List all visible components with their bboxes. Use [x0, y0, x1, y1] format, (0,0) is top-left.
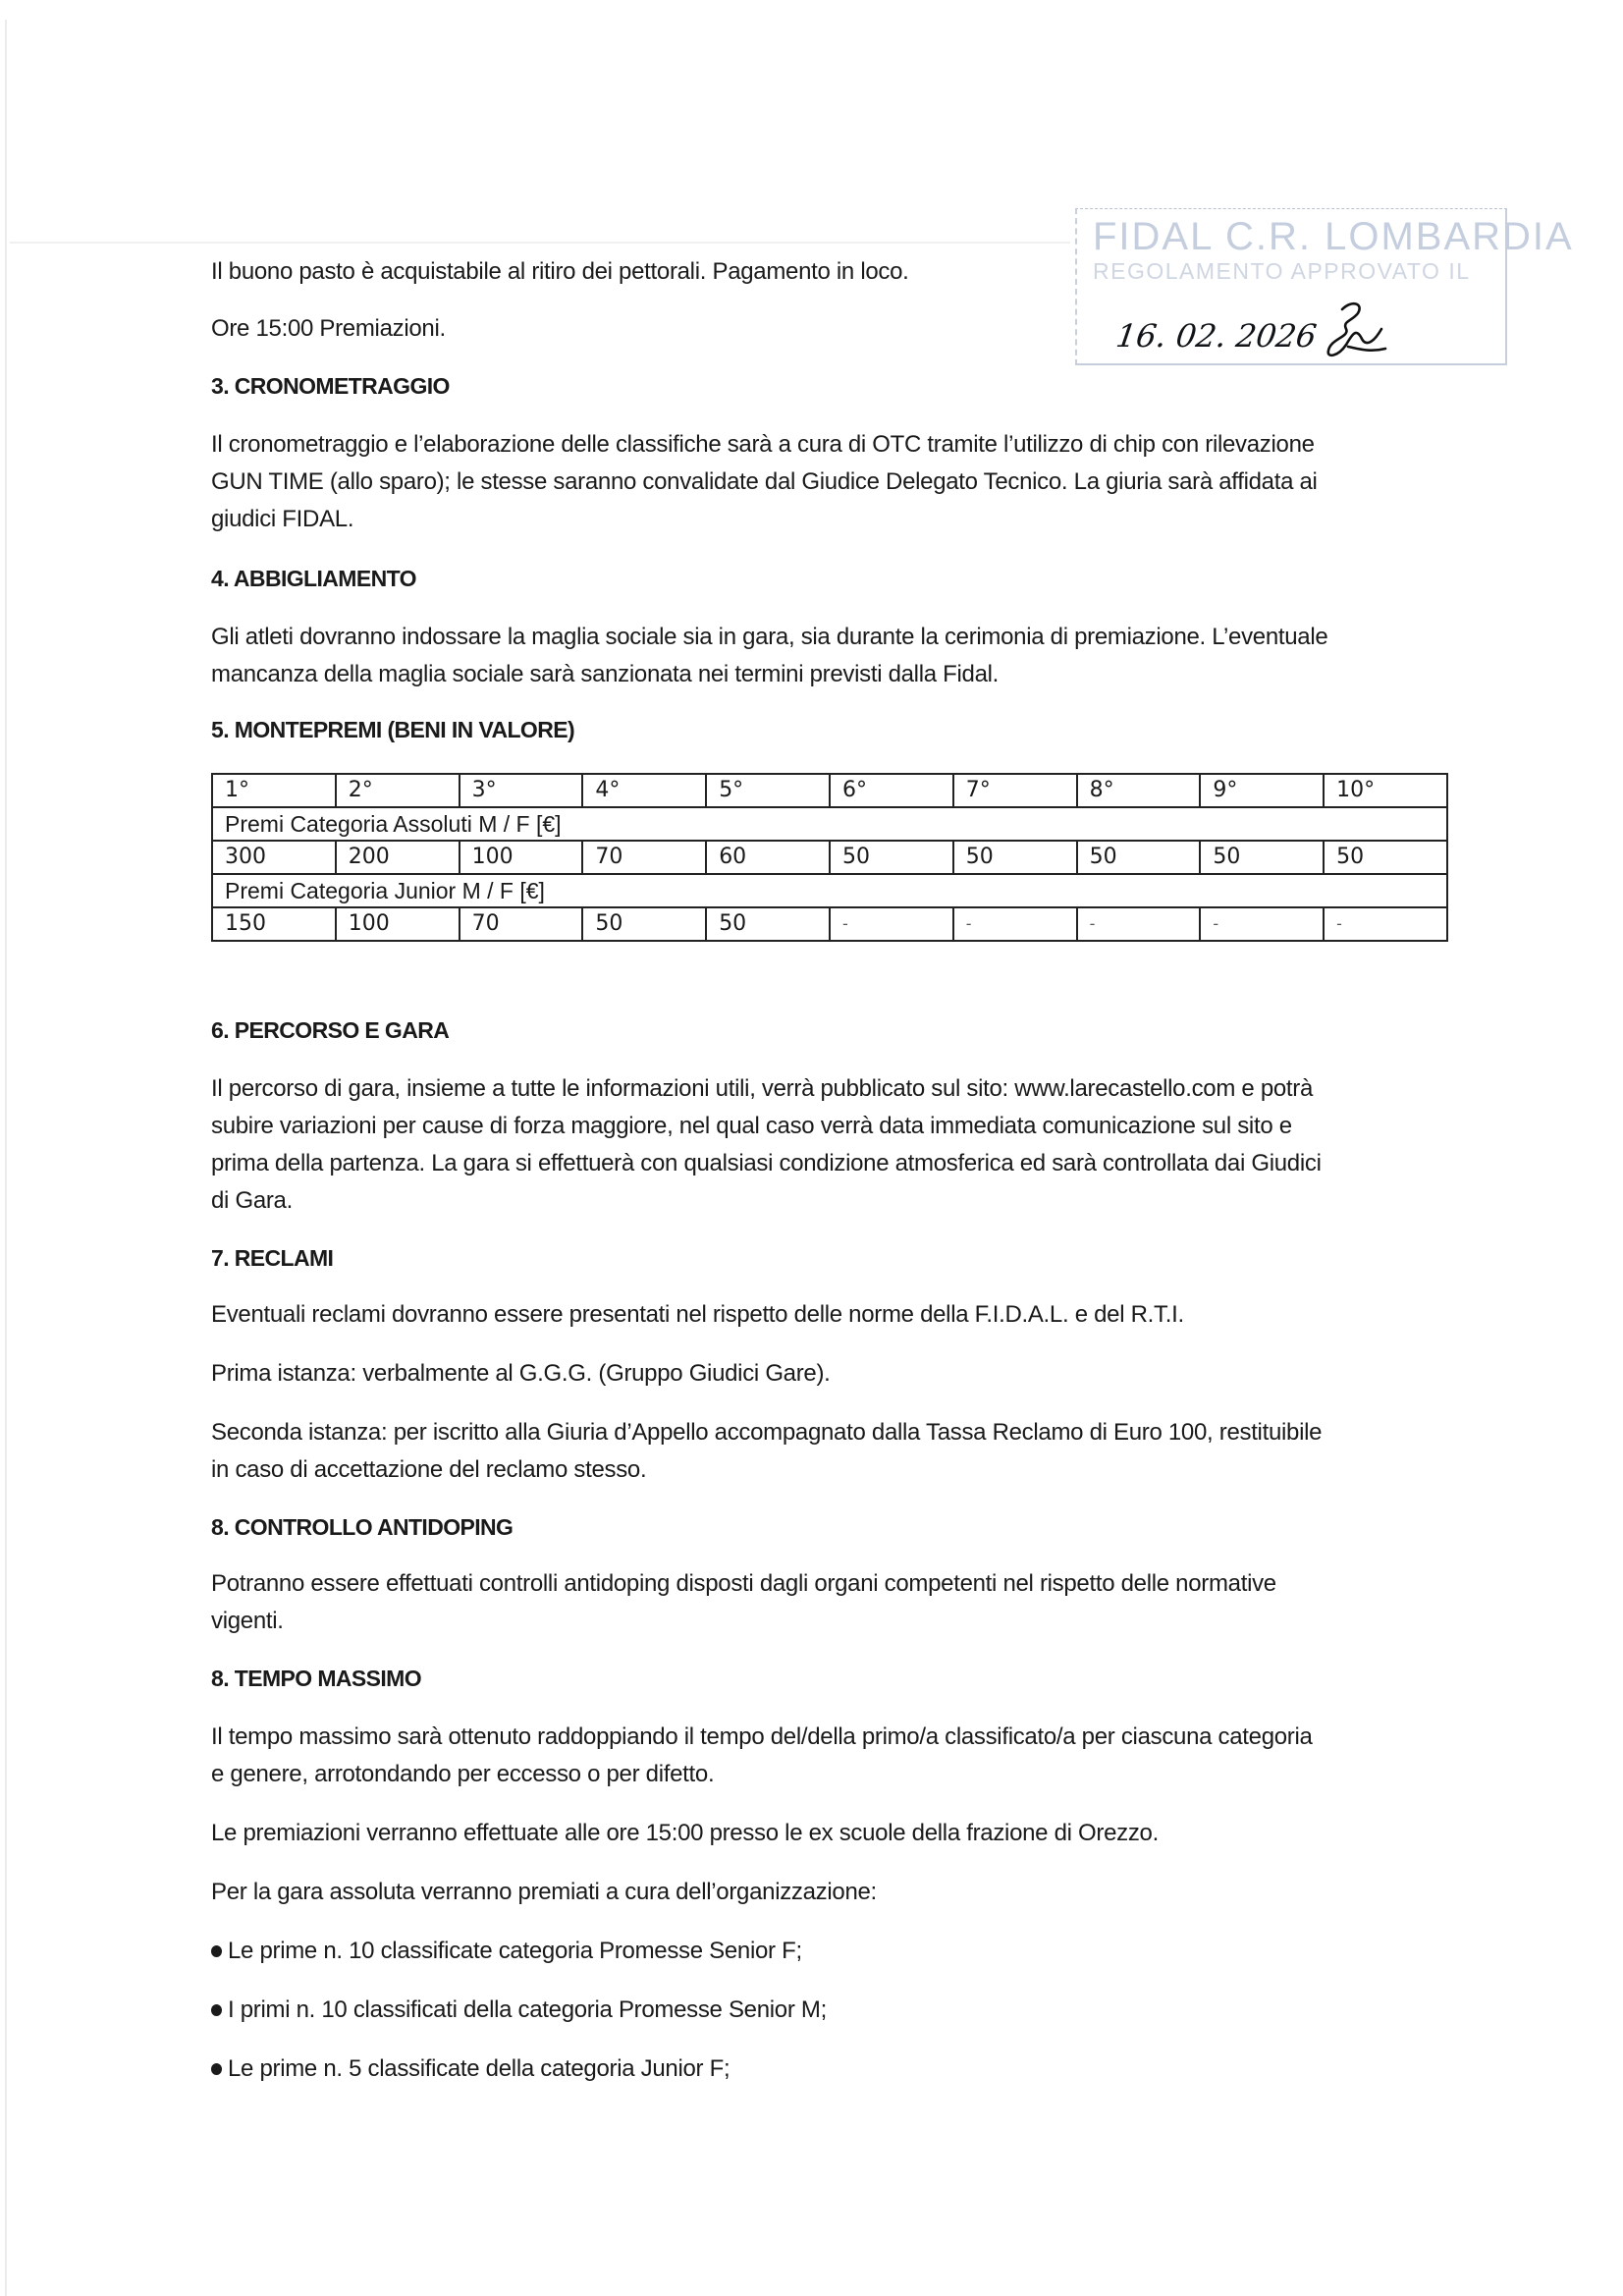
table-cell: 150: [212, 907, 336, 941]
awards-intro: Per la gara assoluta verranno premiati a cura dell’organizzazione:: [211, 1879, 877, 1905]
table-cell: 70: [460, 907, 583, 941]
section-heading-max-time: 8. TEMPO MASSIMO: [211, 1666, 422, 1691]
bullet-icon: [211, 2063, 222, 2075]
list-item: [211, 1933, 802, 1970]
complaints-paragraph: Eventuali reclami dovranno essere presentati nel rispetto delle norme della F.I.D.A.L. e del R.T.I.: [211, 1301, 1184, 1328]
table-cell: 200: [336, 841, 460, 874]
table-cell: 8°: [1077, 774, 1201, 807]
table-cell: 5°: [706, 774, 830, 807]
section-heading-antidoping: 8. CONTROLLO ANTIDOPING: [211, 1514, 514, 1540]
table-cell: 50: [582, 907, 706, 941]
stamp-subtitle: REGOLAMENTO APPROVATO IL: [1093, 258, 1471, 284]
section-heading-timing: 3. CRONOMETRAGGIO: [211, 373, 450, 399]
course-line: di Gara.: [211, 1187, 293, 1214]
table-cell: -: [830, 907, 953, 941]
awards-time-note: Ore 15:00 Premiazioni.: [211, 315, 446, 342]
antidoping-line: Potranno essere effettuati controlli antidoping disposti dagli organi competenti nel rispetto delle normative: [211, 1570, 1276, 1597]
table-row-junior-label: [212, 874, 1447, 907]
table-cell: 100: [460, 841, 583, 874]
meal-ticket-note: Il buono pasto è acquistabile al ritiro dei pettorali. Pagamento in loco.: [211, 258, 909, 285]
complaints-line: Seconda istanza: per iscritto alla Giuria d’Appello accompagnato dalla Tassa Reclamo di Euro 100, restituibile: [211, 1419, 1323, 1446]
table-cell: 7°: [953, 774, 1077, 807]
course-line: prima della partenza. La gara si effettuerà con qualsiasi condizione atmosferica ed sarà controllata dai Giudici: [211, 1150, 1322, 1176]
scan-edge: [5, 20, 7, 2296]
table-category-label: Premi Categoria Assoluti M / F [€]: [212, 807, 1447, 841]
section-heading-course: 6. PERCORSO E GARA: [211, 1017, 450, 1043]
table-cell: 10°: [1324, 774, 1447, 807]
list-item-text: Le prime n. 5 classificate della categoria Junior F;: [228, 2055, 730, 2082]
table-cell: -: [953, 907, 1077, 941]
table-cell: 50: [830, 841, 953, 874]
table-cell: 50: [1324, 841, 1447, 874]
prize-table: [211, 773, 1448, 942]
table-row-absolute-values: [212, 841, 1447, 874]
table-cell: 300: [212, 841, 336, 874]
table-cell: 70: [582, 841, 706, 874]
table-row-positions: [212, 774, 1447, 807]
table-cell: 50: [953, 841, 1077, 874]
table-cell: 50: [1077, 841, 1201, 874]
complaints-paragraph: Prima istanza: verbalmente al G.G.G. (Gruppo Giudici Gare).: [211, 1360, 831, 1387]
section-heading-prizes: 5. MONTEPREMI (BENI IN VALORE): [211, 717, 575, 742]
timing-line: Il cronometraggio e l’elaborazione delle classifiche sarà a cura di OTC tramite l’utilizzo di chip con rilevazione: [211, 431, 1315, 458]
table-cell: 9°: [1200, 774, 1324, 807]
table-cell: -: [1324, 907, 1447, 941]
table-cell: 50: [706, 907, 830, 941]
stamp-title: FIDAL C.R. LOMBARDIA: [1093, 215, 1574, 258]
table-cell: 60: [706, 841, 830, 874]
table-cell: 4°: [582, 774, 706, 807]
bullet-icon: [211, 2004, 222, 2016]
table-cell: -: [1200, 907, 1324, 941]
list-item: [211, 1992, 827, 2029]
antidoping-line: vigenti.: [211, 1608, 284, 1634]
complaints-line: in caso di accettazione del reclamo stesso.: [211, 1456, 647, 1483]
table-cell: 6°: [830, 774, 953, 807]
awards-place: Le premiazioni verranno effettuate alle ore 15:00 presso le ex scuole della frazione di Orezzo.: [211, 1820, 1159, 1846]
timing-line: giudici FIDAL.: [211, 506, 354, 532]
table-cell: -: [1077, 907, 1201, 941]
section-heading-complaints: 7. RECLAMI: [211, 1245, 334, 1271]
list-item: [211, 2050, 730, 2088]
table-cell: 100: [336, 907, 460, 941]
course-line: Il percorso di gara, insieme a tutte le informazioni utili, verrà pubblicato sul sito: www.larecastello.com e potrà: [211, 1075, 1314, 1102]
list-item-text: Le prime n. 10 classificate categoria Promesse Senior F;: [228, 1938, 802, 1964]
table-cell: 1°: [212, 774, 336, 807]
stamp-date: 16. 02. 2026: [1113, 317, 1320, 355]
table-cell: 2°: [336, 774, 460, 807]
table-cell: 3°: [460, 774, 583, 807]
clothing-line: mancanza della maglia sociale sarà sanzionata nei termini previsti dalla Fidal.: [211, 661, 1000, 687]
timing-line: GUN TIME (allo sparo); le stesse saranno convalidate dal Giudice Delegato Tecnico. La giuria sarà affidata ai: [211, 468, 1318, 495]
section-heading-clothing: 4. ABBIGLIAMENTO: [211, 566, 416, 591]
approval-stamp: [1075, 208, 1574, 365]
max-time-line: e genere, arrotondando per eccesso o per difetto.: [211, 1761, 715, 1787]
list-item-text: I primi n. 10 classificati della categoria Promesse Senior M;: [228, 1996, 827, 2023]
table-row-junior-values: [212, 907, 1447, 941]
course-line: subire variazioni per cause di forza maggiore, nel qual caso verrà data immediata comunicazione sul sito e: [211, 1113, 1292, 1139]
bullet-icon: [211, 1945, 222, 1957]
table-row-absolute-label: [212, 807, 1447, 841]
max-time-line: Il tempo massimo sarà ottenuto raddoppiando il tempo del/della primo/a classificato/a per ciascuna categoria: [211, 1723, 1313, 1750]
clothing-line: Gli atleti dovranno indossare la maglia sociale sia in gara, sia durante la cerimonia di premiazione. L’eventuale: [211, 624, 1328, 650]
table-cell: 50: [1200, 841, 1324, 874]
scan-edge: [10, 242, 1070, 244]
table-category-label: Premi Categoria Junior M / F [€]: [212, 874, 1447, 907]
signature-icon: [1313, 300, 1391, 360]
